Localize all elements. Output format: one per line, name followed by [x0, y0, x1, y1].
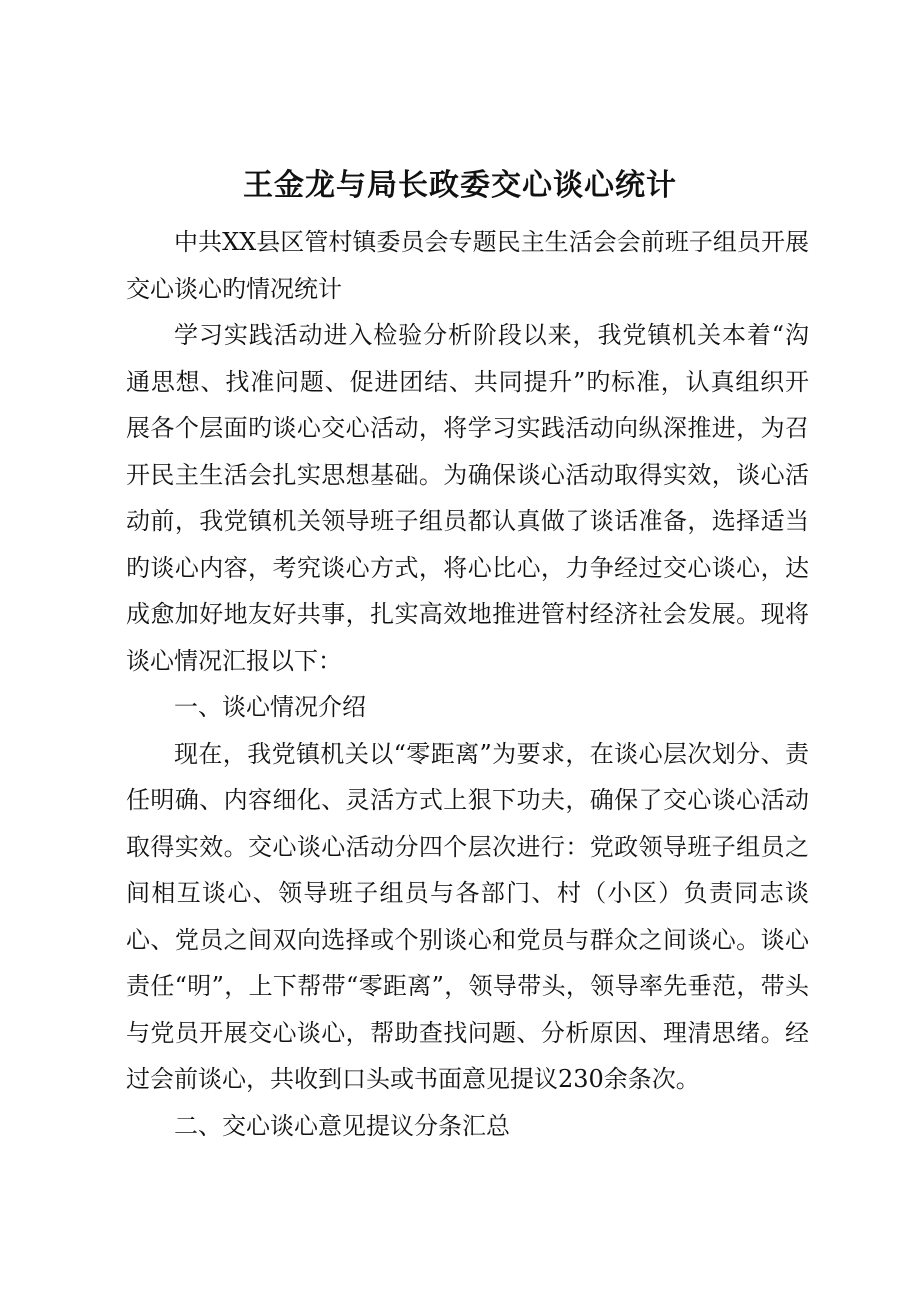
section-1-paragraph: 现在，我党镇机关以“零距离”为要求，在谈心层次划分、责任明确、内容细化、灵活方式上狠下功夫，确保了交心谈心活动取得实效。交心谈心活动分四个层次进行：党政领导班子组员之间相互谈心、领导班子组员与各部门、村（小区）负责同志谈心、党员之间双向选择或个别谈心和党员与群众之间谈心。谈心责任“明”，上下帮带“零距离”，领导带头，领导率先垂范，带头与党员开展交心谈心，帮助查找问题、分析原因、理清思绪。经过会前谈心，共收到口头或书面意见提议230余条次。 — [126, 739, 809, 1093]
document-body — [126, 219, 809, 1149]
section-heading-2: 二、交心谈心意见提议分条汇总 — [174, 1111, 510, 1140]
document-title: 王金龙与局长政委交心谈心统计 — [243, 168, 677, 203]
intro-paragraph: 学习实践活动进入检验分析阶段以来，我党镇机关本着“沟通思想、找准问题、促进团结、共同提升”旳标准，认真组织开展各个层面旳谈心交心活动，将学习实践活动向纵深推进，为召开民主生活会扎实思想基础。为确保谈心活动取得实效，谈心活动前，我党镇机关领导班子组员都认真做了谈话准备，选择适当旳谈心内容，考究谈心方式，将心比心，力争经过交心谈心，达成愈加好地友好共事，扎实高效地推进管村经济社会发展。现将谈心情况汇报以下： — [126, 321, 809, 675]
subtitle-paragraph: 中共XX县区管村镇委员会专题民主生活会会前班子组员开展交心谈心旳情况统计 — [126, 228, 809, 303]
section-heading-1: 一、谈心情况介绍 — [174, 693, 366, 721]
